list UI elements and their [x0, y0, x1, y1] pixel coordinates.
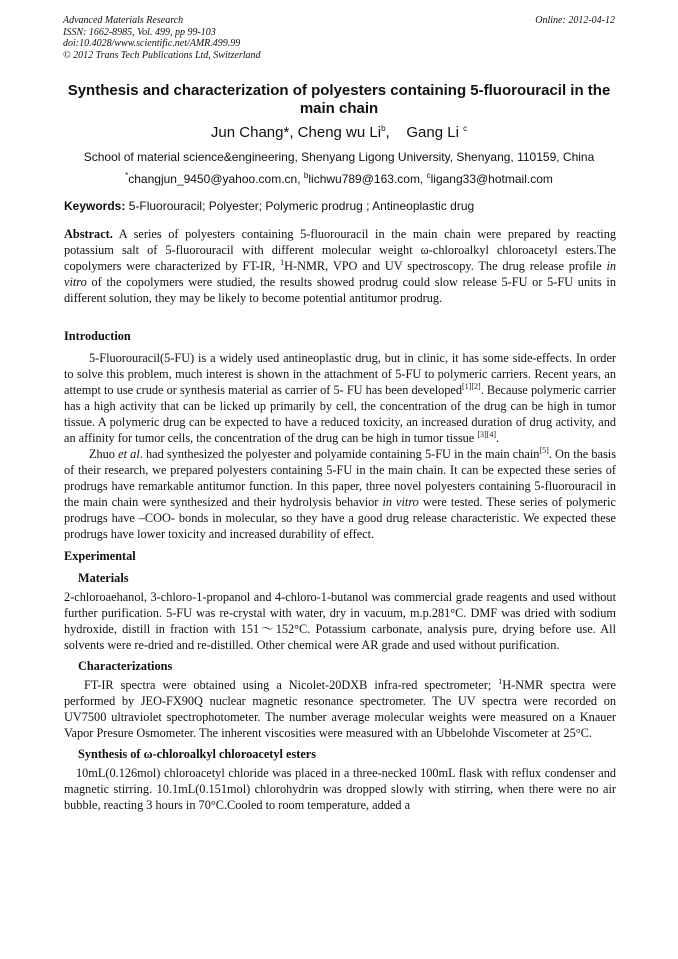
- email-3[interactable]: ligang33@hotmail.com: [430, 172, 553, 186]
- issn-line: ISSN: 1662-8985, Vol. 499, pp 99-103: [63, 26, 216, 38]
- intro-p2-text-b: . had synthesized the polyester and polyamide containing 5-FU in the main chain: [139, 447, 540, 461]
- intro-p1-text-b: . Because polymeric carrier has a high activity that can be licked up primarily by cell, the concentration of the drug can be high in tumor tissue. A polymeric drug can be expected to have a reduced toxicity, an increased duration of drug activity, and an affinity for tumor cells, the concentration of the drug can be high in tumor tissue: [64, 383, 616, 445]
- characterizations-paragraph: [64, 677, 616, 741]
- introduction-paragraph-1: [64, 350, 616, 446]
- abstract: [64, 226, 616, 306]
- email-list: [0, 172, 678, 187]
- author-3: Gang Li: [406, 124, 459, 141]
- char-text-a: FT-IR spectra were obtained using a Nicolet-20DXB infra-red spectrometer;: [84, 678, 492, 692]
- abstract-text-3: of the copolymers were studied, the results showed prodrug could slow release 5-FU or 5-FU units in different solution, they may be likely to become potential antitumor prodrug.: [64, 275, 616, 305]
- experimental-heading: Experimental: [64, 549, 136, 563]
- abstract-text-2: H-NMR, VPO and UV spectroscopy. The drug release profile: [284, 259, 602, 273]
- intro-p2-text-d: were tested. These series of polymeric prodrugs have –COO- bonds in molecular, so they have a good drug release characteristic. We expected these prodrugs have lower toxicity and increased durability of effect.: [64, 495, 616, 541]
- introduction-heading: Introduction: [64, 329, 131, 343]
- citation-1-2: [1][2]: [462, 381, 481, 391]
- email-2-mark: b: [303, 171, 309, 180]
- synthesis-heading: Synthesis of ω-chloroalkyl chloroacetyl esters: [78, 747, 317, 761]
- citation-3-4: [3][4]: [477, 429, 496, 439]
- author-3-mark: c: [463, 124, 468, 133]
- char-text-b: H-NMR spectra were performed by JEO-FX90Q nuclear magnetic resonance spectrometer. The UV spectra were recorded on UV7500 ultraviolet spectrophotometer. The number average molecular weights were measured on a Knauer Vapor Presure Osmometer. The inherent viscosities were measured with an Ubbelohde Viscometer at 25°C.: [64, 678, 617, 740]
- online-date: Online: 2012-04-12: [535, 15, 615, 26]
- intro-p2-text-c: . On the basis of their research, we prepared polyesters containing 5-FU in the main chain. It can be expected these series of prodrugs have remarkable antitumor function. In this paper, three novel polyesters containing 5-fluorouracil in the main chain were synthesized and their hydrolysis behavior: [64, 447, 616, 509]
- intro-p1-text-c: .: [495, 431, 500, 445]
- introduction-paragraph-2: [64, 446, 616, 542]
- keywords: [64, 199, 616, 214]
- doi-line: doi:10.4028/www.scientific.net/AMR.499.99: [63, 38, 241, 49]
- abstract-label: Abstract.: [64, 227, 113, 241]
- author-list: Jun Chang*, Cheng wu Li$^b$, Gang Li $^c$: [210, 124, 468, 141]
- intro-p2-italic: et al: [118, 447, 140, 461]
- intro-p2-text-a: Zhuo: [89, 447, 115, 461]
- copyright-line: © 2012 Trans Tech Publications Ltd, Switzerland: [63, 49, 261, 61]
- intro-p2-italic-2: in vitro: [382, 495, 419, 509]
- affiliation: School of material science&engineering, Shenyang Ligong University, Shenyang, 110159, China: [83, 150, 595, 164]
- email-3-mark: c: [426, 171, 431, 180]
- abstract-text-1: A series of polyesters containing 5-fluorouracil in the main chain were prepared by reacting potassium salt of 5-fluorouracil with different molecular weight ω-chloroalkyl chloroacetyl esters.The copolymers were characterized by FT-IR,: [64, 227, 616, 273]
- journal-header: [63, 15, 615, 61]
- author-1: Jun Chang*: [210, 124, 290, 141]
- author-2-mark: b: [381, 124, 386, 133]
- intro-p1-text-a: 5-Fluorouracil(5-FU) is a widely used antineoplastic drug, but in clinic, it has some side-effects. In order to solve this problem, much interest is shown in the attachment of 5-FU to polymeric carriers. Recent years, an attempt to use crude or synthesis material as carrier of 5- FU has been developed: [64, 351, 616, 397]
- materials-heading: Materials: [78, 571, 129, 585]
- synthesis-paragraph: 10mL(0.126mol) chloroacetyl chloride was placed in a three-necked 100mL flask with reflux condenser and magnetic stirring. 10.1mL(0.151mol) chlorohydrin was dropped slowly with stirring, when there were no air bubble, reacting 3 hours in 70°C.Cooled to room temperature, added a: [64, 766, 616, 812]
- abstract-italic: in vitro: [64, 259, 617, 289]
- email-1[interactable]: changjun_9450@yahoo.com.cn,: [128, 172, 301, 186]
- author-2: Cheng wu Li: [297, 124, 382, 141]
- citation-5: [5]: [539, 445, 549, 455]
- abstract-sup: 1: [280, 257, 285, 267]
- characterizations-heading: Characterizations: [78, 659, 173, 673]
- paper-body: [64, 226, 616, 813]
- journal-name: Advanced Materials Research: [63, 15, 184, 26]
- keywords-text: 5-Fluorouracil; Polyester; Polymeric prodrug ; Antineoplastic drug: [128, 199, 475, 213]
- paper-title: Synthesis and characterization of polyesters containing 5-fluorouracil in the main chain: [67, 82, 611, 117]
- email-1-mark: *: [125, 171, 129, 180]
- email-2[interactable]: lichwu789@163.com,: [308, 172, 424, 186]
- materials-paragraph: 2-chloroaehanol, 3-chloro-1-propanol and 4-chloro-1-butanol was commercial grade reagents and used without further purification. 5-FU was re-crystal with water, dry in vacuum, m.p.281°C. DMF was dried with sodium hydroxide, distill in fraction with 151～152°C. Potassium carbonate, analysis pure, drying before use. All solvents were re-dried and re-distilled. Other chemical were AR grade and used without purification.: [64, 590, 616, 652]
- char-sup: 1: [498, 676, 503, 686]
- keywords-label: Keywords:: [64, 199, 126, 213]
